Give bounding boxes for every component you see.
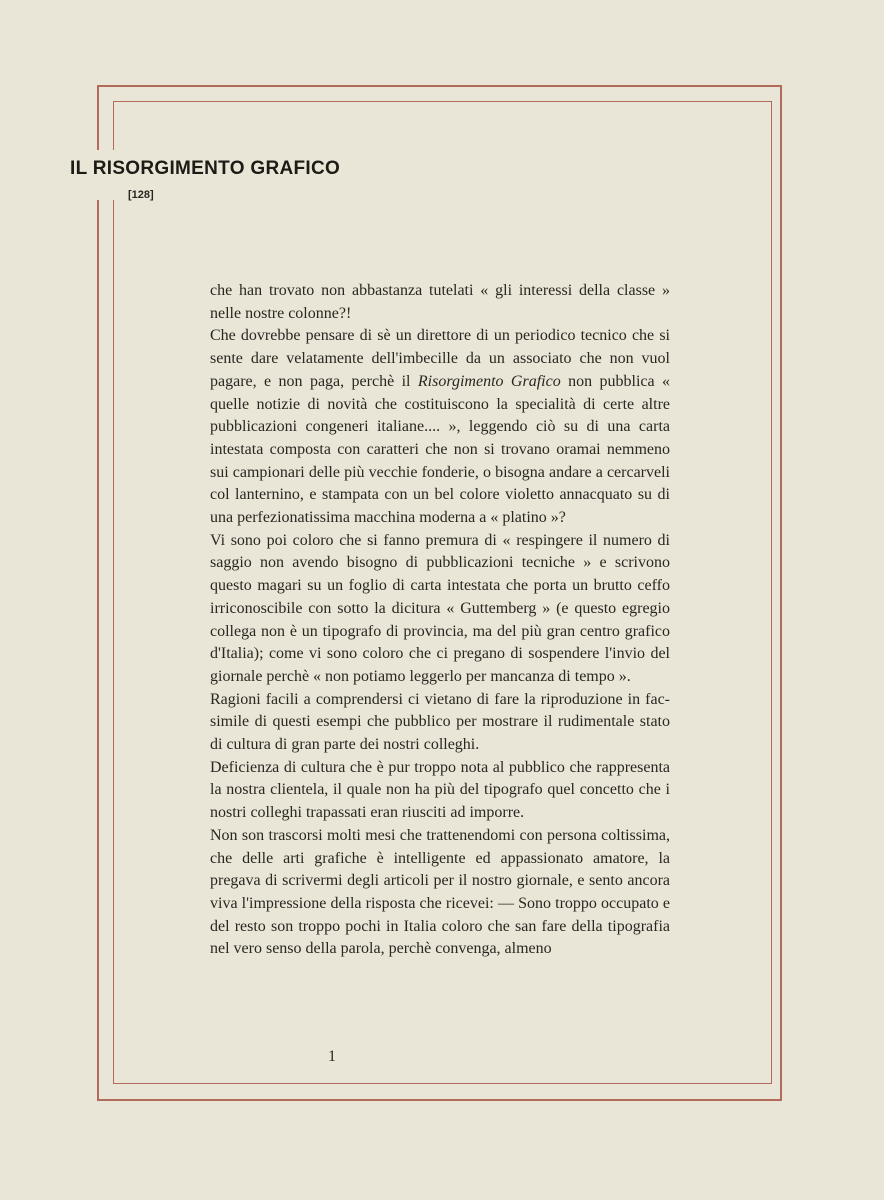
paragraph: Ragioni facili a comprendersi ci vietano di fare la riproduzione in fac-simile di questi esempi che pubblico per mostrare il rudimentale stato di cultura di gran parte dei nostri colleghi.: [210, 690, 670, 754]
paragraph: Che dovrebbe pensare di sè un direttore di un periodico tecnico che si sente dare velatamente dell'imbecille da un associato che non vuol pagare, e non paga, perchè il Risorgimento Grafico non pubblica « quelle notizie di novità che costituiscono la specialità di certe altre pubblicazioni congeneri italiane.... », leggendo ciò su di una carta intestata composta con caratteri che non si trovano oramai nemmeno sui campionari delle più vecchie fonderie, o bisogna andare a cercarveli col lanternino, e stampata con un bel colore violetto annacquato su di una perfezionatissima macchina moderna a « platino »?: [210, 327, 671, 527]
paragraph: Deficienza di cultura che è pur troppo nota al pubblico che rappresenta la nostra clientela, il quale non ha più del tipografo quel concetto che i nostri colleghi trapassati eran riusciti ad imporre.: [210, 758, 670, 822]
page-number: 1: [328, 1048, 336, 1065]
paragraph: Vi sono poi coloro che si fanno premura di « respingere il numero di saggio non avendo bisogno di pubblicazioni tecniche » e scrivono questo magari su un foglio di carta intestata che porta un brutto ceffo irriconoscibile con sotto la dicitura « Guttemberg » (e questo egregio collega non è un tipografo di provincia, ma del più gran centro grafico d'Italia); come vi sono coloro che ci pregano di sospendere l'invio del giornale perchè « non potiamo leggerlo per mancanza di tempo ».: [210, 531, 670, 685]
article-body: [210, 280, 670, 961]
paragraph: Non son trascorsi molti mesi che trattenendomi con persona coltissima, che delle arti grafiche è intelligente ed appassionato amatore, la pregava di scrivermi degli articoli per il nostro giornale, e sento ancora viva l'impressione della risposta che ricevei: — Sono troppo occupato e del resto son troppo pochi in Italia coloro che san fare della tipografia nel vero senso della parola, perchè convenga, almeno: [210, 826, 670, 958]
running-head-title: IL RISORGIMENTO GRAFICO: [70, 158, 341, 179]
page-reference: [128]: [128, 189, 154, 201]
periodical-title: Risorgimento Grafico: [417, 372, 561, 390]
paragraph: che han trovato non abbastanza tutelati « gli interessi della classe » nelle nostre colonne?!: [210, 282, 670, 322]
